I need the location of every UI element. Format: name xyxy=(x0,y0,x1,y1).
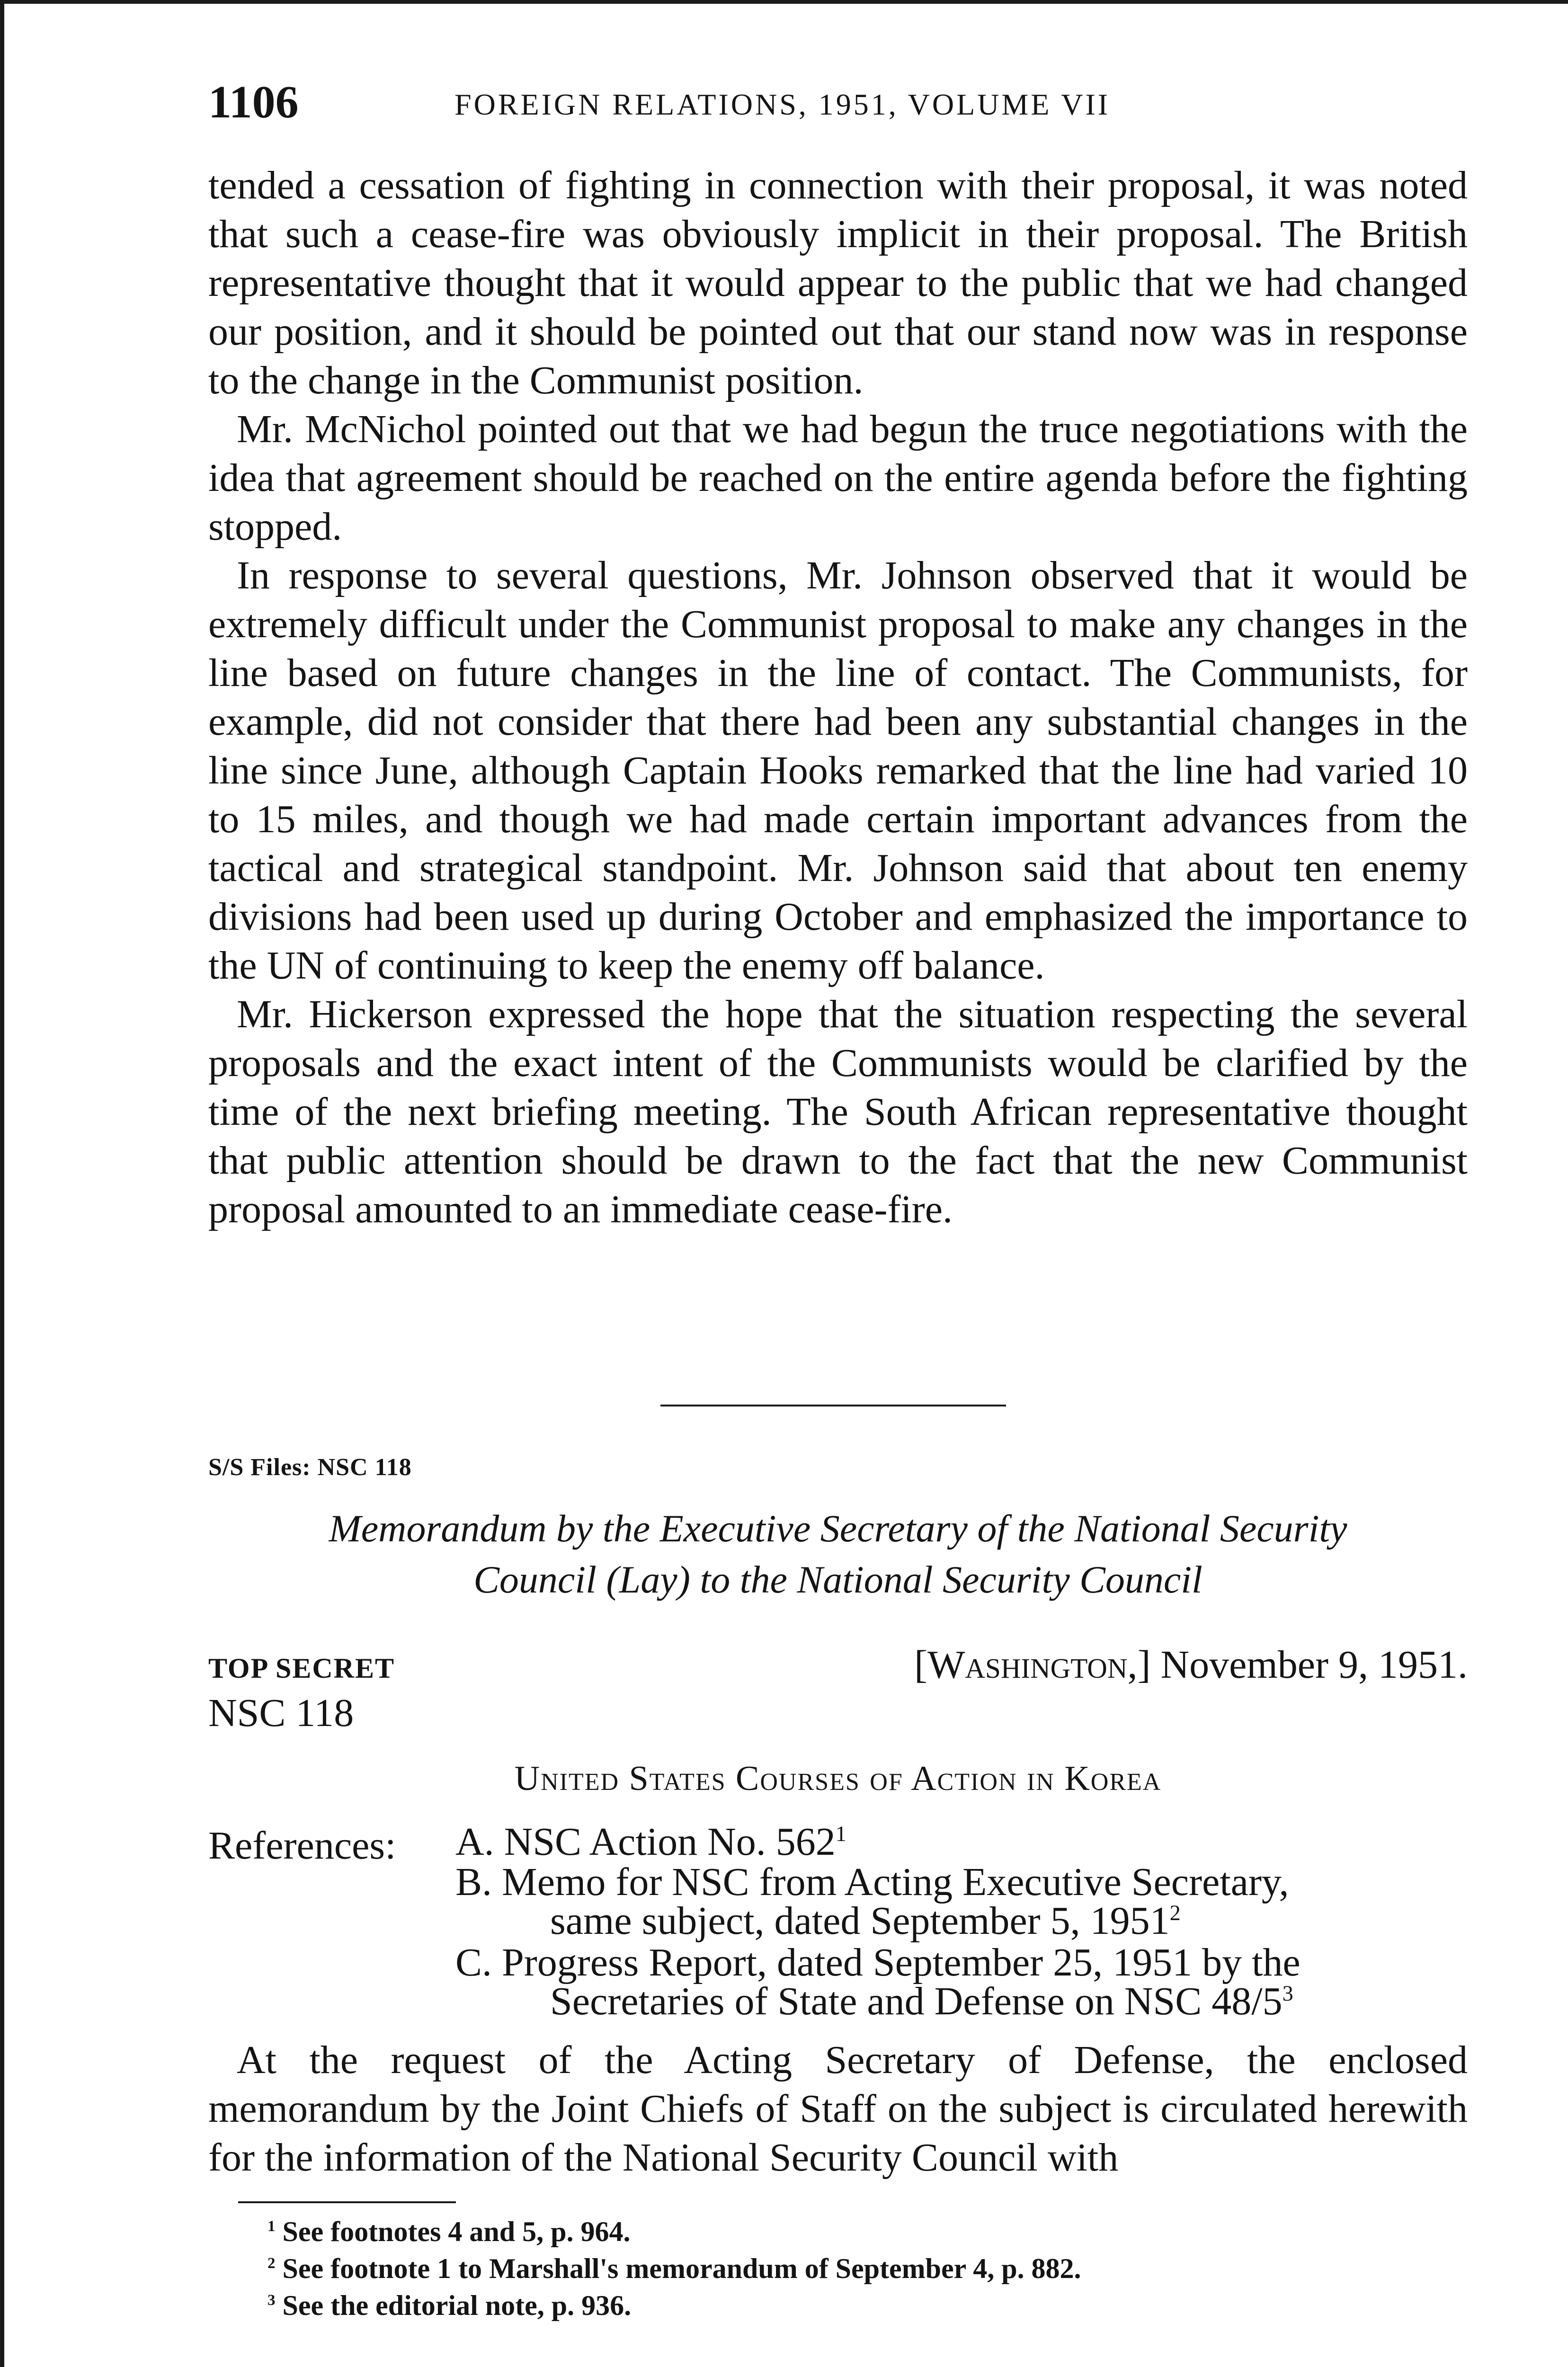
reference-item xyxy=(455,1940,1468,2023)
footnote-number: 2 xyxy=(267,2255,276,2272)
paragraph-hickerson: Mr. Hickerson expressed the hope that the situation respecting the several proposals and the exact intent of the Communists would be clarified by the time of the next briefing meeting. The South African representative thought that public attention should be drawn to the fact that the new Communist proposal amounted to an immediate cease-fire. xyxy=(208,992,1468,1231)
paragraph-mcnichol: Mr. McNichol pointed out that we had begun the truce negotiations with the idea that agreement should be reached on the entire agenda before the fighting stopped. xyxy=(208,407,1468,549)
scan-border-top xyxy=(0,0,1568,4)
document-title xyxy=(208,1503,1468,1605)
footnote-marker: 1 xyxy=(835,1822,846,1846)
running-head: FOREIGN RELATIONS, 1951, VOLUME VII xyxy=(454,88,1111,121)
reference-text-continued: same subject, dated September 5, 1951 xyxy=(550,1899,1170,1943)
reference-item xyxy=(455,1820,1468,1864)
footnote-marker: 3 xyxy=(1282,1981,1293,2005)
dateline-place: [Washington,] xyxy=(914,1643,1151,1687)
reference-text-continued: Secretaries of State and Defense on NSC 48/5 xyxy=(550,1979,1283,2023)
footnote-text: See footnote 1 to Marshall's memorandum of September 4, p. 882. xyxy=(282,2253,1081,2284)
scan-border-left xyxy=(0,0,4,2367)
nsc-number: NSC 118 xyxy=(208,1691,354,1735)
reference-text: Progress Report, dated September 25, 1951 by the xyxy=(502,1940,1301,1984)
footnote xyxy=(267,2213,1468,2250)
dateline xyxy=(914,1642,1468,1688)
reference-text: Memo for NSC from Acting Executive Secretary, xyxy=(502,1860,1289,1904)
footnote-divider xyxy=(238,2201,456,2203)
paragraph-johnson: In response to several questions, Mr. Johnson observed that it would be extremely difficult under the Communist proposal to make any changes in the line based on future changes in the line of contact. The Communists, for example, did not consider that there had been any substantial changes in the line since June, although Captain Hooks remarked that the line had varied 10 to 15 miles, and though we had made certain important advances from the tactical and strategical standpoint. Mr. Johnson said that about ten enemy divisions had been used up during October and emphasized the importance to the UN of continuing to keep the enemy off balance. xyxy=(208,553,1468,988)
section-divider xyxy=(660,1405,1006,1406)
footnote-text: See the editorial note, p. 936. xyxy=(282,2290,632,2321)
footnote-number: 3 xyxy=(267,2292,276,2309)
memo-paragraph: At the request of the Acting Secretary of Defense, the enclosed memorandum by the Joint Chiefs of Staff on the subject is circulated herewith for the information of the National Security Council with xyxy=(208,2038,1468,2180)
reference-letter: A. xyxy=(455,1820,494,1864)
reference-text: NSC Action No. 562 xyxy=(504,1820,836,1864)
body-text xyxy=(208,161,1468,1234)
reference-letter: B. xyxy=(455,1860,492,1904)
footnote-marker: 2 xyxy=(1169,1901,1181,1925)
reference-item xyxy=(455,1860,1468,1943)
references-label: References: xyxy=(208,1824,396,1868)
file-reference: S/S Files: NSC 118 xyxy=(208,1454,412,1481)
reference-letter: C. xyxy=(455,1940,492,1984)
footnote xyxy=(267,2287,1468,2324)
subject-heading: United States Courses of Action in Korea xyxy=(514,1759,1162,1798)
footnote-number: 1 xyxy=(267,2218,276,2235)
classification-marking: TOP SECRET xyxy=(208,1653,395,1684)
paragraph-continued: tended a cessation of fighting in connection with their proposal, it was noted that such a cease-fire was obviously implicit in their proposal. The British representative thought that it would appear to the public that we had changed our position, and it should be pointed out that our stand now was in response to the change in the Communist position. xyxy=(208,163,1468,402)
dateline-date: November 9, 1951. xyxy=(1160,1643,1468,1687)
memo-text xyxy=(208,2036,1468,2182)
footnotes xyxy=(267,2213,1468,2324)
document-title-line-2: Council (Lay) to the National Security Council xyxy=(473,1558,1203,1601)
page-number: 1106 xyxy=(208,77,299,128)
document-title-line-1: Memorandum by the Executive Secretary of the National Security xyxy=(329,1507,1347,1550)
footnote xyxy=(267,2250,1468,2287)
page-header xyxy=(208,76,1468,128)
footnote-text: See footnotes 4 and 5, p. 964. xyxy=(282,2216,631,2247)
